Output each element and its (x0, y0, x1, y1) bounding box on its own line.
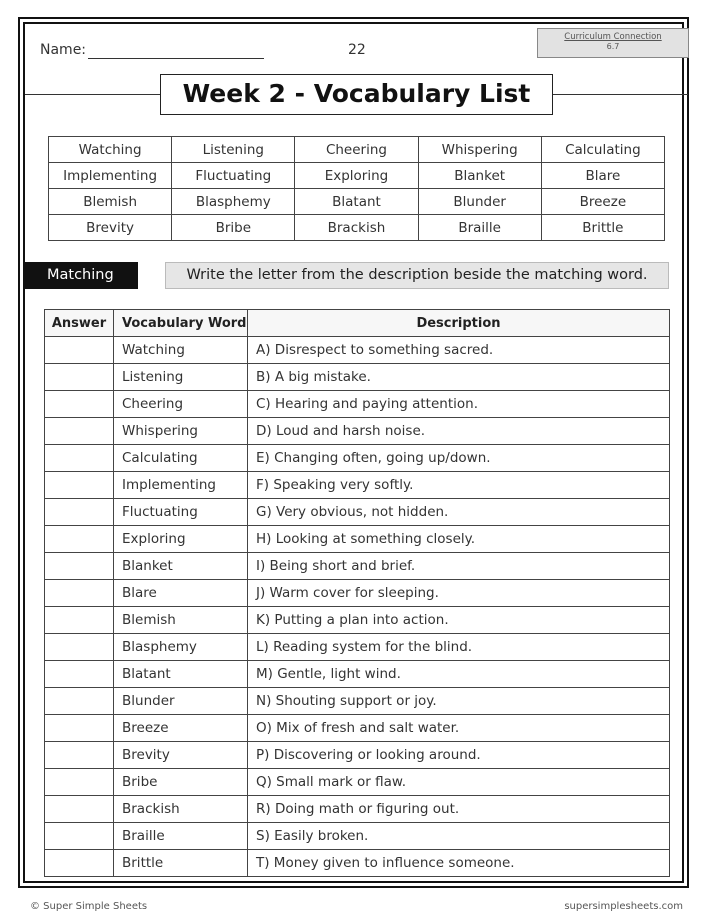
description-cell: C) Hearing and paying attention. (248, 391, 670, 418)
answer-cell[interactable] (45, 337, 114, 364)
description-cell: T) Money given to influence someone. (248, 850, 670, 877)
description-cell: H) Looking at something closely. (248, 526, 670, 553)
description-cell: J) Warm cover for sleeping. (248, 580, 670, 607)
answer-cell[interactable] (45, 742, 114, 769)
answer-cell[interactable] (45, 499, 114, 526)
vocabulary-word-cell: Blasphemy (114, 634, 248, 661)
word-grid-cell: Cheering (295, 137, 418, 163)
description-cell: N) Shouting support or joy. (248, 688, 670, 715)
answer-cell[interactable] (45, 553, 114, 580)
answer-cell[interactable] (45, 769, 114, 796)
word-grid-cell: Fluctuating (172, 163, 295, 189)
vocabulary-word-cell: Bribe (114, 769, 248, 796)
matching-row (45, 823, 670, 850)
vocabulary-word-cell: Watching (114, 337, 248, 364)
matching-row (45, 391, 670, 418)
description-cell: S) Easily broken. (248, 823, 670, 850)
vocabulary-word-cell: Exploring (114, 526, 248, 553)
word-grid-cell: Blanket (418, 163, 541, 189)
word-grid-cell: Listening (172, 137, 295, 163)
answer-cell[interactable] (45, 661, 114, 688)
answer-cell[interactable] (45, 391, 114, 418)
word-grid-cell: Blemish (49, 189, 172, 215)
vocabulary-word-cell: Blanket (114, 553, 248, 580)
matching-section-header (25, 262, 669, 289)
answer-cell[interactable] (45, 796, 114, 823)
vocabulary-word-cell: Braille (114, 823, 248, 850)
word-grid-cell: Blasphemy (172, 189, 295, 215)
answer-cell[interactable] (45, 634, 114, 661)
matching-row (45, 796, 670, 823)
description-cell: F) Speaking very softly. (248, 472, 670, 499)
footer-website: supersimplesheets.com (564, 901, 683, 912)
name-label: Name: (40, 42, 87, 58)
curriculum-connection-link[interactable]: Curriculum Connection (564, 32, 662, 42)
word-grid-cell: Brittle (541, 215, 664, 241)
vocabulary-word-cell: Calculating (114, 445, 248, 472)
answer-cell[interactable] (45, 850, 114, 877)
vocabulary-word-cell: Blemish (114, 607, 248, 634)
word-grid-cell: Bribe (172, 215, 295, 241)
matching-row (45, 688, 670, 715)
matching-row (45, 607, 670, 634)
description-cell: L) Reading system for the blind. (248, 634, 670, 661)
word-grid-cell: Brevity (49, 215, 172, 241)
vocabulary-word-cell: Whispering (114, 418, 248, 445)
matching-table-header-row (45, 310, 670, 337)
vocabulary-word-cell: Listening (114, 364, 248, 391)
matching-row (45, 364, 670, 391)
page-number: 22 (348, 42, 366, 58)
description-cell: B) A big mistake. (248, 364, 670, 391)
word-grid-row (49, 189, 665, 215)
description-cell: D) Loud and harsh noise. (248, 418, 670, 445)
word-grid-cell: Calculating (541, 137, 664, 163)
word-grid-cell: Watching (49, 137, 172, 163)
matching-row (45, 472, 670, 499)
answer-cell[interactable] (45, 688, 114, 715)
word-grid-cell: Blare (541, 163, 664, 189)
matching-row (45, 499, 670, 526)
vocabulary-word-cell: Implementing (114, 472, 248, 499)
column-header-vocabulary-word: Vocabulary Word (114, 310, 248, 337)
vocabulary-word-cell: Cheering (114, 391, 248, 418)
answer-cell[interactable] (45, 364, 114, 391)
matching-row (45, 850, 670, 877)
column-header-answer: Answer (45, 310, 114, 337)
description-cell: O) Mix of fresh and salt water. (248, 715, 670, 742)
answer-cell[interactable] (45, 607, 114, 634)
matching-row (45, 445, 670, 472)
word-grid-cell: Blatant (295, 189, 418, 215)
matching-row (45, 634, 670, 661)
column-header-description: Description (248, 310, 670, 337)
vocabulary-word-cell: Blunder (114, 688, 248, 715)
matching-row (45, 769, 670, 796)
vocabulary-word-cell: Brevity (114, 742, 248, 769)
word-grid-cell: Implementing (49, 163, 172, 189)
answer-cell[interactable] (45, 472, 114, 499)
vocabulary-word-cell: Fluctuating (114, 499, 248, 526)
description-cell: G) Very obvious, not hidden. (248, 499, 670, 526)
vocabulary-word-cell: Brittle (114, 850, 248, 877)
title-box (160, 74, 553, 115)
word-grid-cell: Exploring (295, 163, 418, 189)
matching-row (45, 661, 670, 688)
matching-row (45, 418, 670, 445)
vocabulary-word-cell: Blatant (114, 661, 248, 688)
description-cell: E) Changing often, going up/down. (248, 445, 670, 472)
matching-row (45, 553, 670, 580)
description-cell: A) Disrespect to something sacred. (248, 337, 670, 364)
matching-row (45, 337, 670, 364)
answer-cell[interactable] (45, 418, 114, 445)
word-grid-row (49, 163, 665, 189)
matching-row (45, 742, 670, 769)
matching-instruction: Write the letter from the description beside the matching word. (165, 262, 669, 289)
word-grid-cell: Whispering (418, 137, 541, 163)
word-grid-row (49, 215, 665, 241)
curriculum-code: 6.7 (606, 42, 620, 51)
word-grid-cell: Blunder (418, 189, 541, 215)
description-cell: I) Being short and brief. (248, 553, 670, 580)
vocabulary-word-cell: Blare (114, 580, 248, 607)
word-grid-row (49, 137, 665, 163)
answer-cell[interactable] (45, 823, 114, 850)
footer-copyright: © Super Simple Sheets (30, 901, 148, 912)
answer-cell[interactable] (45, 526, 114, 553)
matching-row (45, 580, 670, 607)
description-cell: P) Discovering or looking around. (248, 742, 670, 769)
name-input-line[interactable] (88, 58, 264, 59)
description-cell: Q) Small mark or flaw. (248, 769, 670, 796)
curriculum-connection-box (537, 28, 689, 58)
answer-cell[interactable] (45, 580, 114, 607)
vocabulary-word-cell: Brackish (114, 796, 248, 823)
description-cell: K) Putting a plan into action. (248, 607, 670, 634)
matching-row (45, 715, 670, 742)
matching-tab: Matching (25, 262, 138, 289)
word-grid-cell: Brackish (295, 215, 418, 241)
word-grid-cell: Braille (418, 215, 541, 241)
description-cell: M) Gentle, light wind. (248, 661, 670, 688)
answer-cell[interactable] (45, 715, 114, 742)
vocabulary-word-cell: Breeze (114, 715, 248, 742)
matching-row (45, 526, 670, 553)
matching-table (44, 309, 670, 877)
answer-cell[interactable] (45, 445, 114, 472)
vocabulary-word-grid (48, 136, 665, 241)
page-title: Week 2 - Vocabulary List (182, 79, 531, 108)
description-cell: R) Doing math or figuring out. (248, 796, 670, 823)
word-grid-cell: Breeze (541, 189, 664, 215)
